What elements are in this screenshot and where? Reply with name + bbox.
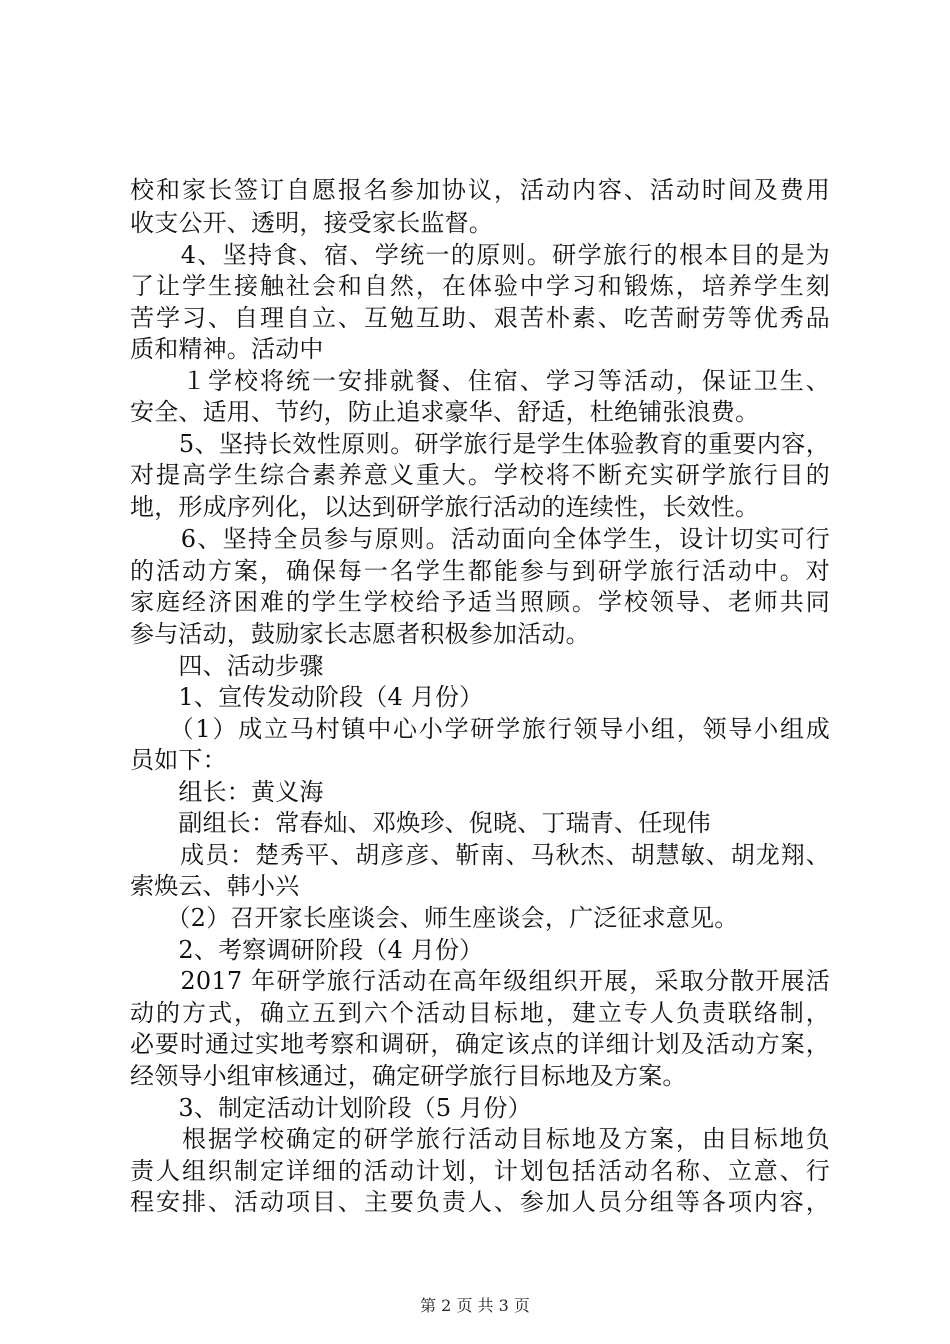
body-line: 参与活动，鼓励家长志愿者积极参加活动。 xyxy=(130,620,590,648)
body-line: 经领导小组审核通过，确定研学旅行目标地及方案。 xyxy=(130,1062,687,1090)
body-line: 6、坚持全员参与原则。活动面向全体学生，设计切实可行 xyxy=(130,525,830,553)
subsection-heading: 2、考察调研阶段（4 月份） xyxy=(130,936,484,964)
body-line: 索焕云、韩小兴 xyxy=(130,872,300,900)
subsection-heading: 3、制定活动计划阶段（5 月份） xyxy=(130,1094,532,1122)
body-line: 了让学生接触社会和自然，在体验中学习和锻炼，培养学生刻 xyxy=(130,272,830,300)
body-line: 副组长：常春灿、邓焕珍、倪晓、丁瑞青、任现伟 xyxy=(130,809,711,837)
body-line: 必要时通过实地考察和调研，确定该点的详细计划及活动方案， xyxy=(130,1030,830,1058)
body-line: （2）召开家长座谈会、师生座谈会，广泛征求意见。 xyxy=(130,904,739,932)
body-line: 校和家长签订自愿报名参加协议，活动内容、活动时间及费用 xyxy=(130,176,830,204)
page-number-footer: 第 2 页 共 3 页 xyxy=(420,1296,530,1315)
body-line: 组长：黄义海 xyxy=(130,778,324,806)
body-line: １学校将统一安排就餐、住宿、学习等活动，保证卫生、 xyxy=(130,367,830,395)
body-line: （1）成立马村镇中心小学研学旅行领导小组，领导小组成 xyxy=(130,715,830,743)
body-line: 员如下： xyxy=(130,746,227,774)
body-line: 根据学校确定的研学旅行活动目标地及方案，由目标地负 xyxy=(130,1125,830,1153)
body-line: 对提高学生综合素养意义重大。学校将不断充实研学旅行目的 xyxy=(130,461,830,489)
body-line: 4、坚持食、宿、学统一的原则。研学旅行的根本目的是为 xyxy=(130,241,830,269)
body-line: 5、坚持长效性原则。研学旅行是学生体验教育的重要内容， xyxy=(130,430,830,458)
section-heading: 四、活动步骤 xyxy=(130,652,324,680)
body-line: 2017 年研学旅行活动在高年级组织开展，采取分散开展活 xyxy=(130,967,830,995)
body-line: 动的方式，确立五到六个活动目标地，建立专人负责联络制， xyxy=(130,999,830,1027)
body-line: 责人组织制定详细的活动计划，计划包括活动名称、立意、行 xyxy=(130,1157,830,1185)
body-line: 收支公开、透明，接受家长监督。 xyxy=(130,209,493,237)
subsection-heading: 1、宣传发动阶段（4 月份） xyxy=(130,683,484,711)
body-line: 的活动方案，确保每一名学生都能参与到研学旅行活动中。对 xyxy=(130,557,830,585)
body-line: 质和精神。活动中 xyxy=(130,335,324,363)
body-line: 成员：楚秀平、胡彦彦、靳南、马秋杰、胡慧敏、胡龙翔、 xyxy=(130,841,830,869)
body-line: 地，形成序列化，以达到研学旅行活动的连续性，长效性。 xyxy=(130,493,760,521)
body-line: 家庭经济困难的学生学校给予适当照顾。学校领导、老师共同 xyxy=(130,588,830,616)
body-line: 苦学习、自理自立、互勉互助、艰苦朴素、吃苦耐劳等优秀品 xyxy=(130,304,830,332)
body-line: 程安排、活动项目、主要负责人、参加人员分组等各项内容， xyxy=(130,1188,830,1216)
body-line: 安全、适用、节约，防止追求豪华、舒适，杜绝铺张浪费。 xyxy=(130,398,760,426)
